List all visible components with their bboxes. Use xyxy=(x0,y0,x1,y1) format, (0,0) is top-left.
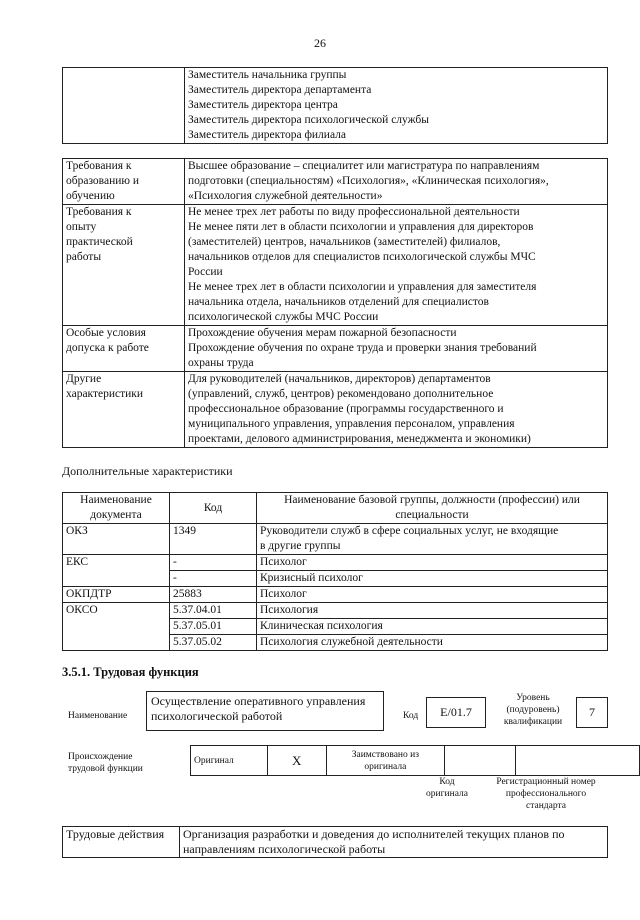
original-label-cell: Оригинал xyxy=(191,746,268,776)
function-code-box: E/01.7 xyxy=(426,697,486,728)
name-label: Наименование xyxy=(68,711,128,721)
borrowed-label-cell: Заимствовано из оригинала xyxy=(326,746,445,776)
requirements-label: Другие характеристики xyxy=(63,372,185,448)
level-value-box: 7 xyxy=(576,697,608,728)
labor-actions-table xyxy=(62,826,608,858)
row-code: 1349 xyxy=(170,524,257,555)
header-code: Код xyxy=(170,493,257,524)
additional-heading: Дополнительные характеристики xyxy=(62,464,233,478)
position-line: Заместитель директора психологической службы xyxy=(188,114,430,126)
requirements-value: Не менее трех лет работы по виду профессиональной деятельности Не менее пяти лет в области психологии и управления для директоров (заместителей) центров, начальников (заместителей) филиалов, начальников отделов для специалистов психологической службы МЧС России Не менее трех лет в области психологии и управления для заместителя начальника отдела, начальников отделений для специалистов психологической службы МЧС России xyxy=(185,205,608,326)
position-line: Заместитель директора центра xyxy=(188,99,338,111)
row-code: 25883 xyxy=(170,587,257,603)
requirements-value: Высшее образование – специалитет или магистратура по направлениям подготовки (специальностям) «Психология», «Клиническая психология», «Психология служебной деятельности» xyxy=(185,159,608,205)
table-row xyxy=(63,587,608,603)
function-name-box: Осуществление оперативного управления психологической работой xyxy=(146,691,384,731)
labor-actions-value: Организация разработки и доведения до исполнителей текущих планов по направлениям психологической работы xyxy=(180,827,608,858)
row-name: Кризисный психолог xyxy=(257,571,608,587)
table-row xyxy=(63,603,608,619)
requirements-label: Особые условия допуска к работе xyxy=(63,326,185,372)
row-code: 5.37.04.01 xyxy=(170,603,257,619)
position-line: Заместитель начальника группы xyxy=(188,69,347,81)
table-row xyxy=(63,555,608,571)
header-name: Наименование базовой группы, должности (профессии) или специальности xyxy=(257,493,608,524)
requirements-value: Прохождение обучения мерам пожарной безопасности Прохождение обучения по охране труда и проверки знания требований охраны труда xyxy=(185,326,608,372)
additional-table xyxy=(62,492,608,651)
origin-label: Происхождение трудовой функции xyxy=(68,752,143,774)
requirements-value: Для руководителей (начальников, директоров) департаментов (управлений, служб, центров) рекомендовано дополнительное профессиональное образование (программы государственного и муниципального управления, управления персоналом, управления проектами, делового администрирования, менеджмента и экономики) xyxy=(185,372,608,448)
row-name: Руководители служб в сфере социальных услуг, не входящие в другие группы xyxy=(257,524,608,555)
requirements-table xyxy=(62,158,608,448)
row-code: - xyxy=(170,555,257,571)
position-line: Заместитель директора филиала xyxy=(188,129,347,141)
positions-label-cell xyxy=(63,68,185,144)
row-doc: ОКСО xyxy=(63,603,170,651)
positions-list-cell xyxy=(185,68,608,144)
row-name: Клиническая психология xyxy=(257,619,608,635)
row-name: Психолог xyxy=(257,555,608,571)
requirements-row-special-conditions xyxy=(63,326,608,372)
requirements-row-experience xyxy=(63,205,608,326)
table-row xyxy=(63,524,608,555)
row-name: Психология xyxy=(257,603,608,619)
row-doc: ОКПДТР xyxy=(63,587,170,603)
row-doc: ЕКС xyxy=(63,555,170,587)
reg-caption: Регистрационный номер профессионального стандарта xyxy=(496,777,596,811)
position-line: Заместитель директора департамента xyxy=(188,84,372,96)
code-label: Код xyxy=(403,711,419,721)
page-number: 26 xyxy=(314,36,326,50)
section-heading: 3.5.1. Трудовая функция xyxy=(62,665,199,679)
registration-number-cell xyxy=(515,746,639,776)
level-label: Уровень (подуровень) квалификации xyxy=(503,693,563,727)
labor-actions-label: Трудовые действия xyxy=(63,827,180,858)
original-mark-cell: X xyxy=(267,746,326,776)
requirements-label: Требования к опыту практической работы xyxy=(63,205,185,326)
row-code: 5.37.05.02 xyxy=(170,635,257,651)
row-doc: ОКЗ xyxy=(63,524,170,555)
code-caption: Код оригинала xyxy=(426,777,468,799)
row-name: Психология служебной деятельности xyxy=(257,635,608,651)
header-doc: Наименование документа xyxy=(63,493,170,524)
row-code: 5.37.05.01 xyxy=(170,619,257,635)
positions-table xyxy=(62,67,608,144)
origin-table xyxy=(190,745,640,776)
row-name: Психолог xyxy=(257,587,608,603)
additional-header-row xyxy=(63,493,608,524)
requirements-row-other xyxy=(63,372,608,448)
requirements-row-education xyxy=(63,159,608,205)
original-code-cell xyxy=(445,746,516,776)
row-code: - xyxy=(170,571,257,587)
requirements-label: Требования к образованию и обучению xyxy=(63,159,185,205)
